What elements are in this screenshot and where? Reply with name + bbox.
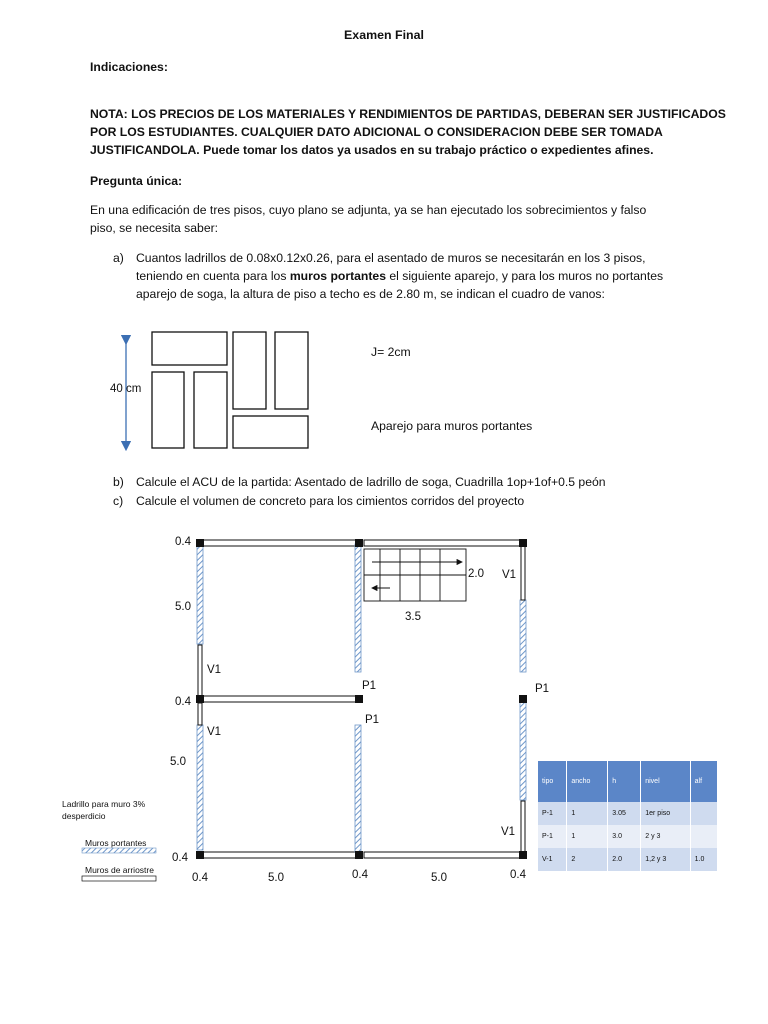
intro-line: En una edificación de tres pisos, cuyo plano se adjunta, ya se han ejecutado los sobrecimientos y falso	[90, 203, 647, 217]
table-cell: 2	[567, 848, 608, 871]
item-a-line	[136, 267, 736, 285]
col-header: nivel	[641, 761, 690, 802]
label-stair-width: 2.0	[468, 568, 484, 580]
legend-portantes-swatch	[82, 848, 156, 853]
label-bottom-span1: 5.0	[268, 872, 284, 884]
label-stair-length: 3.5	[405, 611, 421, 623]
table-cell: V-1	[538, 848, 567, 871]
brick-soga	[233, 416, 308, 448]
item-c-text: Calcule el volumen de concreto para los cimientos corridos del proyecto	[136, 494, 525, 508]
label-v1-right-upper: V1	[502, 569, 517, 581]
vanos-table-header	[538, 761, 718, 802]
label-left-lower-span: 5.0	[170, 756, 186, 768]
table-cell	[690, 825, 717, 848]
joint-label: J= 2cm	[371, 345, 411, 359]
label-v1-right-lower: V1	[501, 826, 516, 838]
intro-paragraph	[90, 201, 730, 237]
brick-cabeza	[194, 372, 227, 448]
table-row	[538, 802, 718, 825]
table-row	[538, 825, 718, 848]
item-a-text	[136, 249, 736, 303]
table-cell: 2 y 3	[641, 825, 690, 848]
table-cell: 1	[567, 825, 608, 848]
table-cell: 2.0	[608, 848, 641, 871]
col-header: alf	[690, 761, 717, 802]
brick-bond-figure	[100, 322, 340, 462]
pregunta-heading: Pregunta única:	[90, 174, 183, 188]
nota-line: POR LOS ESTUDIANTES. CUALQUIER DATO ADICIONAL O CONSIDERACION DEBE SER TOMADA	[90, 125, 663, 139]
page-title: Examen Final	[344, 28, 424, 42]
label-p1-right: P1	[535, 683, 550, 695]
brick-caption: Aparejo para muros portantes	[371, 419, 533, 433]
escalera	[364, 549, 466, 601]
legend-arriostre-swatch	[82, 876, 156, 881]
item-a-line: aparejo de soga, la altura de piso a techo es de 2.80 m, se indican el cuadro de vanos:	[136, 287, 605, 301]
intro-line: piso, se necesita saber:	[90, 221, 219, 235]
vanos-table	[538, 761, 718, 871]
muros-portantes-bold: muros portantes	[289, 269, 386, 283]
brick-soga	[152, 332, 227, 365]
table-cell: P-1	[538, 825, 567, 848]
legend	[62, 799, 156, 881]
col-header: tipo	[538, 761, 567, 802]
nota-line: JUSTIFICANDOLA. Puede tomar los datos ya usados en su trabajo práctico o expedientes afines.	[90, 143, 654, 157]
legend-portantes: Muros portantes	[85, 838, 147, 848]
label-bottom-left: 0.4	[172, 852, 188, 864]
item-c-mark: c)	[113, 494, 124, 508]
table-cell: P-1	[538, 802, 567, 825]
label-bottom-col1: 0.4	[192, 872, 208, 884]
label-bottom-span2: 5.0	[431, 872, 447, 884]
table-cell: 1,2 y 3	[641, 848, 690, 871]
height-label: 40 cm	[110, 383, 142, 395]
table-cell: 3.05	[608, 802, 641, 825]
col-header: ancho	[567, 761, 608, 802]
label-p1-mid-lower: P1	[365, 714, 380, 726]
table-cell	[690, 802, 717, 825]
label-v1-left-lower: V1	[207, 726, 222, 738]
item-a-line2-post: el siguiente aparejo, y para los muros no portantes	[386, 269, 664, 283]
label-bottom-col3: 0.4	[510, 869, 526, 881]
legend-waste-line2: desperdicio	[62, 811, 106, 821]
label-p1-mid-upper: P1	[362, 680, 377, 692]
table-cell: 1.0	[690, 848, 717, 871]
item-b-text: Calcule el ACU de la partida: Asentado de ladrillo de soga, Cuadrilla 1op+1of+0.5 peón	[136, 475, 606, 489]
brick-cabeza	[152, 372, 184, 448]
table-cell: 3.0	[608, 825, 641, 848]
legend-arriostre: Muros de arriostre	[85, 865, 154, 875]
nota-block	[90, 105, 730, 159]
label-mid-left: 0.4	[175, 696, 191, 708]
brick-cabeza	[275, 332, 308, 409]
label-left-upper-span: 5.0	[175, 601, 191, 613]
label-top-left: 0.4	[175, 536, 191, 548]
label-v1-left-upper: V1	[207, 664, 222, 676]
columnas	[196, 539, 527, 859]
table-cell: 1	[567, 802, 608, 825]
table-row	[538, 848, 718, 871]
item-a-line: Cuantos ladrillos de 0.08x0.12x0.26, para el asentado de muros se necesitarán en los 3 pisos,	[136, 251, 646, 265]
indicaciones-heading: Indicaciones:	[90, 60, 168, 74]
nota-line: NOTA: LOS PRECIOS DE LOS MATERIALES Y RENDIMIENTOS DE PARTIDAS, DEBERAN SER JUSTIFICADOS	[90, 107, 726, 121]
table-cell: 1er piso	[641, 802, 690, 825]
item-a-mark: a)	[113, 251, 124, 265]
item-b-mark: b)	[113, 475, 124, 489]
brick-cabeza	[233, 332, 266, 409]
label-bottom-col2: 0.4	[352, 869, 368, 881]
item-a-line2-pre: teniendo en cuenta para los	[136, 269, 290, 283]
legend-waste-line1: Ladrillo para muro 3%	[62, 799, 146, 809]
col-header: h	[608, 761, 641, 802]
